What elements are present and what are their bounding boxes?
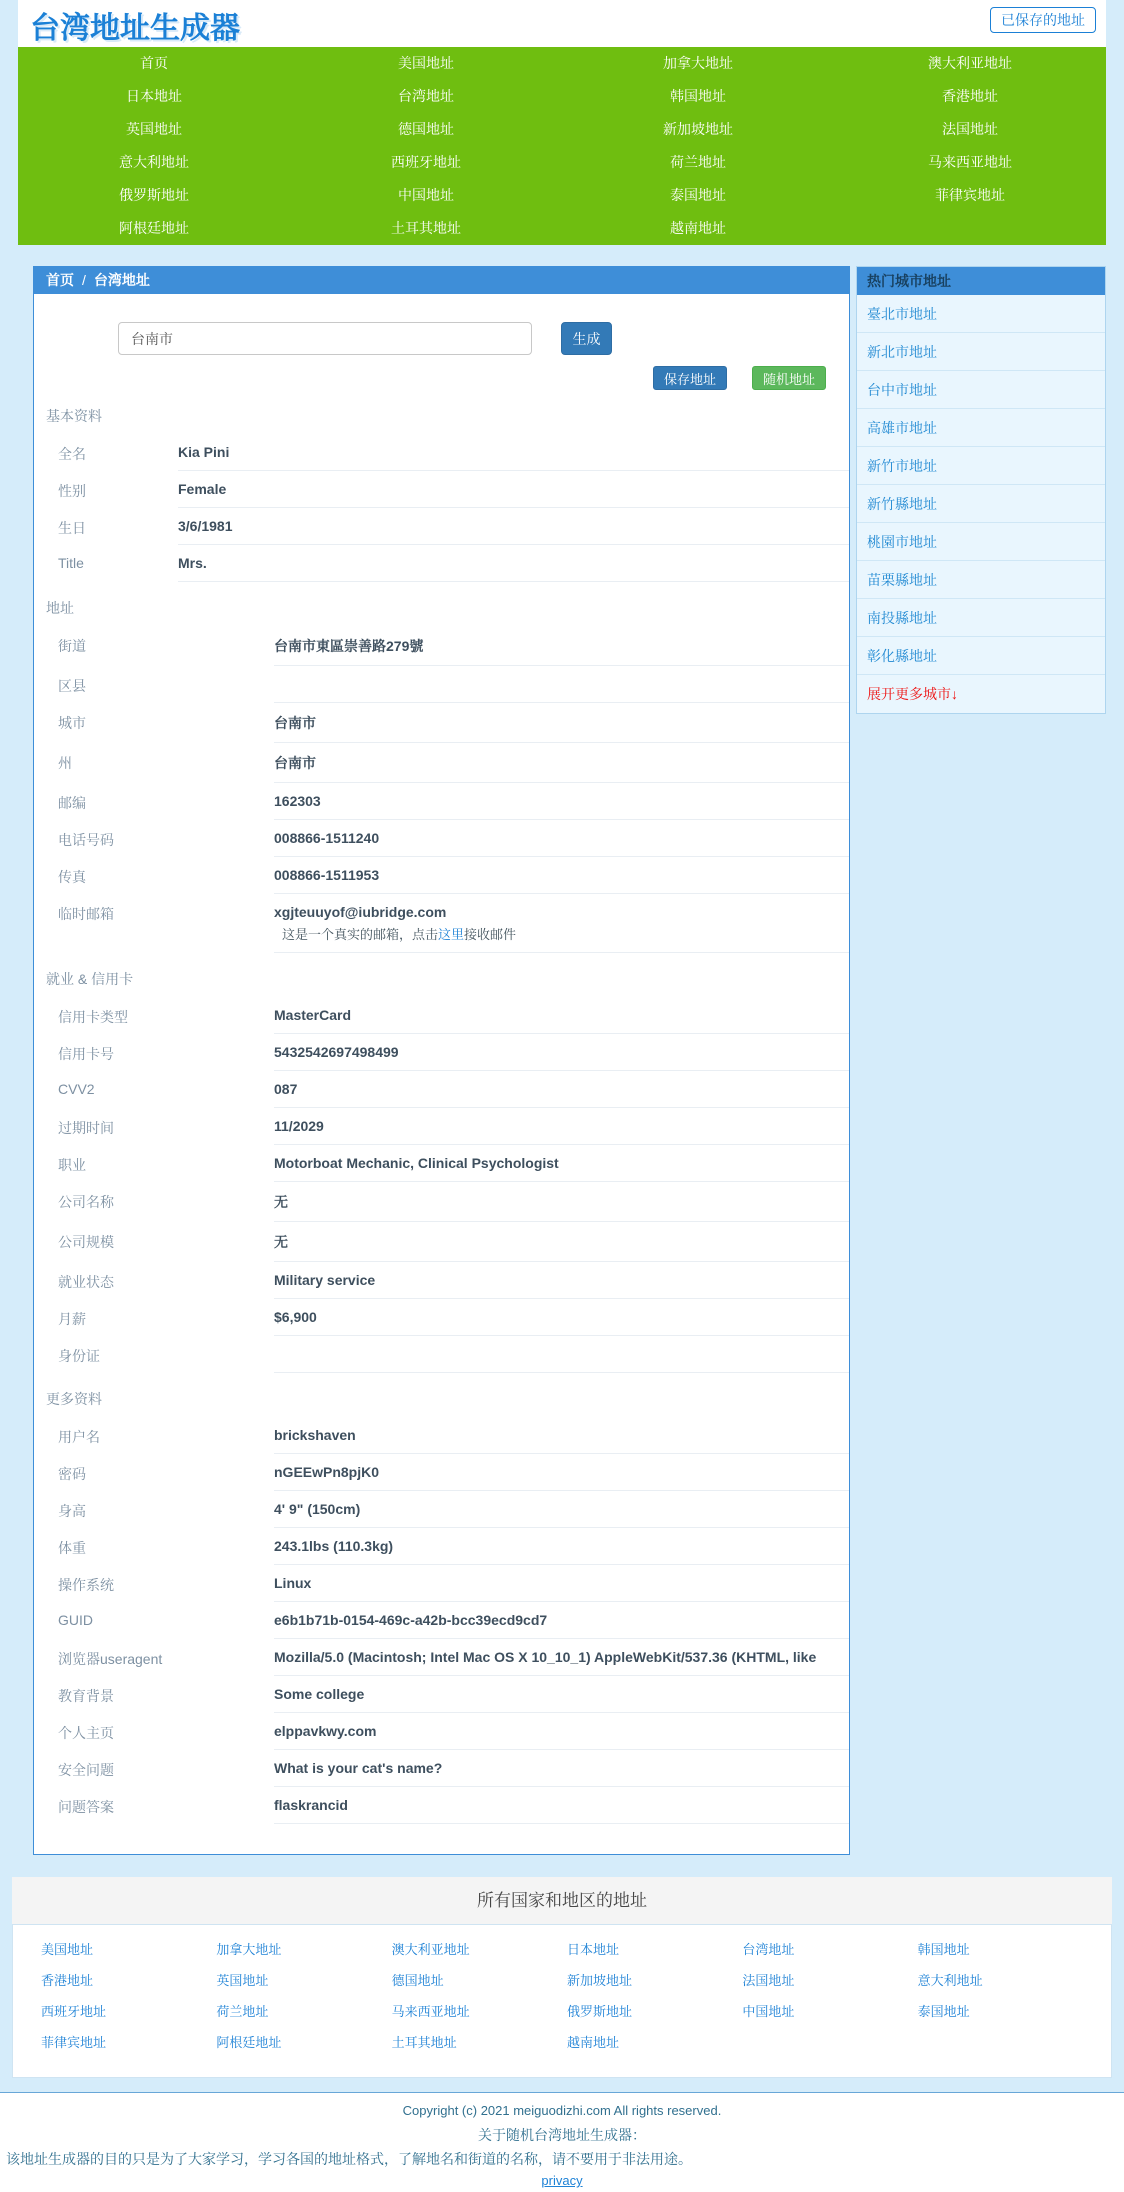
nav-link[interactable]: 法国地址 <box>942 121 998 137</box>
form-sections <box>34 398 849 1854</box>
field-value: 无 <box>274 1194 288 1210</box>
field-label: 电话号码 <box>58 832 114 848</box>
nav-link[interactable]: 日本地址 <box>126 88 182 104</box>
field-label: 身份证 <box>58 1348 100 1364</box>
field-value: 087 <box>274 1081 298 1097</box>
field-value: 台南市 <box>274 715 316 731</box>
sidebar-city-link[interactable]: 南投縣地址 <box>857 599 1105 637</box>
field-label: 个人主页 <box>58 1725 114 1741</box>
footer-bottom <box>0 2092 1124 2192</box>
field-value: elppavkwy.com <box>274 1723 377 1739</box>
field-row <box>58 1491 849 1528</box>
save-address-button[interactable]: 保存地址 <box>653 366 727 390</box>
field-value: 008866-1511240 <box>274 830 380 846</box>
hot-cities-sidebar <box>856 266 1106 714</box>
field-row <box>58 857 849 894</box>
nav-link[interactable]: 台湾地址 <box>398 88 454 104</box>
random-address-button[interactable]: 随机地址 <box>752 366 826 390</box>
sidebar-city-link[interactable]: 新竹市地址 <box>857 447 1105 485</box>
nav-link[interactable]: 美国地址 <box>398 55 454 71</box>
footer-country-link[interactable]: 马来西亚地址 <box>391 2004 470 2019</box>
section-title: 更多资料 <box>46 1391 102 1407</box>
field-value: flaskrancid <box>274 1797 348 1813</box>
field-label: 信用卡号 <box>58 1046 114 1062</box>
section-title: 就业 & 信用卡 <box>46 971 134 987</box>
footer-country-link[interactable]: 日本地址 <box>566 1942 619 1957</box>
field-label: 邮编 <box>58 795 86 811</box>
field-row <box>58 997 849 1034</box>
footer-country-link[interactable]: 加拿大地址 <box>216 1942 282 1957</box>
field-value: Some college <box>274 1686 365 1702</box>
footer-country-link[interactable]: 荷兰地址 <box>216 2004 269 2019</box>
page-title: 台湾地址生成器 <box>30 12 240 45</box>
form-section <box>34 398 849 582</box>
footer-country-link[interactable]: 香港地址 <box>41 1973 94 1988</box>
nav-link[interactable]: 荷兰地址 <box>670 154 726 170</box>
field-row <box>58 1454 849 1491</box>
field-label: Title <box>58 555 84 571</box>
field-row <box>58 1145 849 1182</box>
sidebar-city-link[interactable]: 新竹縣地址 <box>857 485 1105 523</box>
field-value: 008866-1511953 <box>274 867 380 883</box>
nav-link[interactable]: 韩国地址 <box>670 88 726 104</box>
nav-link[interactable]: 西班牙地址 <box>391 154 461 170</box>
generator-row <box>34 294 849 355</box>
footer-country-link[interactable]: 新加坡地址 <box>566 1973 632 1988</box>
field-label: 密码 <box>58 1466 86 1482</box>
sidebar-title: 热门城市地址 <box>857 267 1105 295</box>
field-row <box>58 666 849 703</box>
field-value: 5432542697498499 <box>274 1044 399 1060</box>
footer-links-title: 所有国家和地区的地址 <box>12 1877 1112 1924</box>
field-value: 11/2029 <box>274 1118 324 1134</box>
nav-link[interactable]: 香港地址 <box>942 88 998 104</box>
footer-country-link[interactable]: 土耳其地址 <box>391 2035 457 2050</box>
footer-country-link[interactable]: 澳大利亚地址 <box>391 1942 470 1957</box>
content <box>18 266 1106 1855</box>
footer-country-link[interactable]: 阿根廷地址 <box>216 2035 282 2050</box>
nav-link[interactable]: 英国地址 <box>126 121 182 137</box>
field-value: 243.1lbs (110.3kg) <box>274 1538 394 1554</box>
footer-country-link[interactable]: 菲律宾地址 <box>41 2035 107 2050</box>
sidebar-city-link[interactable]: 彰化縣地址 <box>857 637 1105 675</box>
sidebar-city-link[interactable]: 台中市地址 <box>857 371 1105 409</box>
field-label: 公司名称 <box>58 1194 114 1210</box>
field-label: 操作系统 <box>58 1577 114 1593</box>
field-value: brickshaven <box>274 1427 356 1443</box>
footer-country-link[interactable]: 越南地址 <box>566 2035 619 2050</box>
field-row <box>58 1676 849 1713</box>
field-value: Military service <box>274 1272 376 1288</box>
field-value <box>274 1346 849 1363</box>
field-value: 台南市東區崇善路279號 <box>274 638 424 654</box>
main-panel <box>33 266 850 1855</box>
field-row <box>58 1071 849 1108</box>
field-value: 无 <box>274 1234 288 1250</box>
field-label: 教育背景 <box>58 1688 114 1704</box>
field-label: 月薪 <box>58 1311 86 1327</box>
copyright-text: Copyright (c) 2021 meiguodizhi.com All rights reserved. <box>402 2103 722 2118</box>
email-hint: 这是一个真实的邮箱，点击这里接收邮件 <box>282 927 517 942</box>
nav-link[interactable]: 越南地址 <box>670 220 726 236</box>
field-value: nGEEwPn8pjK0 <box>274 1464 380 1480</box>
field-value: e6b1b71b-0154-469c-a42b-bcc39ecd9cd7 <box>274 1612 548 1628</box>
field-row <box>58 1787 849 1824</box>
sidebar-city-link[interactable]: 桃園市地址 <box>857 523 1105 561</box>
field-label: 过期时间 <box>58 1120 114 1136</box>
field-label: 临时邮箱 <box>58 906 114 922</box>
sidebar-city-link[interactable]: 高雄市地址 <box>857 409 1105 447</box>
field-row <box>58 1417 849 1454</box>
field-value: Mrs. <box>178 555 207 571</box>
footer-links-grid <box>12 1924 1112 2078</box>
field-row <box>58 783 849 820</box>
field-label: 身高 <box>58 1503 86 1519</box>
footer-country-link[interactable]: 美国地址 <box>41 1942 94 1957</box>
field-row <box>58 1336 849 1373</box>
field-value: xgjteuuyof@iubridge.com <box>274 904 447 920</box>
field-row <box>58 743 849 783</box>
nav-link[interactable]: 马来西亚地址 <box>928 154 1012 170</box>
main-nav <box>18 47 1106 245</box>
sidebar-city-link[interactable]: 臺北市地址 <box>857 295 1105 333</box>
form-section <box>34 590 849 953</box>
field-value: 3/6/1981 <box>178 518 233 534</box>
field-label: 性别 <box>58 483 86 499</box>
field-label: 州 <box>58 755 72 771</box>
field-value: What is your cat's name? <box>274 1760 443 1776</box>
field-row <box>58 1034 849 1071</box>
footer-country-link[interactable]: 韩国地址 <box>917 1942 970 1957</box>
field-row <box>58 1713 849 1750</box>
field-label: 全名 <box>58 446 86 462</box>
field-row <box>58 434 849 471</box>
nav-link[interactable]: 泰国地址 <box>670 187 726 203</box>
breadcrumb-current: 台湾地址 <box>93 272 150 288</box>
field-value <box>274 676 849 693</box>
form-section <box>34 1381 849 1824</box>
field-value: Female <box>178 481 227 497</box>
receive-mail-link[interactable]: 这里 <box>438 927 465 942</box>
footer-country-link[interactable]: 泰国地址 <box>917 2004 970 2019</box>
nav-link[interactable]: 德国地址 <box>398 121 454 137</box>
field-value: 台南市 <box>274 755 316 771</box>
footer-country-link[interactable]: 法国地址 <box>742 1973 795 1988</box>
action-row <box>34 366 849 390</box>
field-value: 162303 <box>274 793 321 809</box>
about-heading: 关于随机台湾地址生成器： <box>478 2127 646 2143</box>
nav-link[interactable]: 俄罗斯地址 <box>119 187 189 203</box>
field-row <box>58 1528 849 1565</box>
field-row <box>58 1565 849 1602</box>
section-title: 基本资料 <box>46 408 102 424</box>
field-value: Kia Pini <box>178 444 230 460</box>
field-row <box>58 1750 849 1787</box>
disclaimer-text: 该地址生成器的目的只是为了大家学习，学习各国的地址格式，了解地名和街道的名称，请不要用于非法用途。 <box>6 2151 692 2167</box>
field-label: 区县 <box>58 678 86 694</box>
field-label: 公司规模 <box>58 1234 114 1250</box>
footer-country-link[interactable]: 台湾地址 <box>742 1942 795 1957</box>
footer-country-link[interactable]: 中国地址 <box>742 2004 795 2019</box>
footer-country-link[interactable]: 英国地址 <box>216 1973 269 1988</box>
nav-link[interactable]: 意大利地址 <box>119 154 189 170</box>
nav-link[interactable]: 澳大利亚地址 <box>928 55 1012 71</box>
field-value: $6,900 <box>274 1309 317 1325</box>
field-row <box>58 1299 849 1336</box>
field-row <box>58 820 849 857</box>
footer-country-link[interactable]: 意大利地址 <box>917 1973 983 1988</box>
field-label: 街道 <box>58 638 86 654</box>
privacy-link[interactable]: privacy <box>541 2173 583 2188</box>
field-label: 信用卡类型 <box>58 1009 128 1025</box>
field-label: 传真 <box>58 869 86 885</box>
nav-link[interactable]: 土耳其地址 <box>391 220 461 236</box>
field-label: GUID <box>58 1612 93 1628</box>
breadcrumb <box>34 267 849 294</box>
field-value: Mozilla/5.0 (Macintosh; Intel Mac OS X 10_10_1) AppleWebKit/537.36 (KHTML, like <box>274 1649 817 1665</box>
nav-link[interactable]: 中国地址 <box>398 187 454 203</box>
field-row <box>58 703 849 743</box>
field-value: 4' 9" (150cm) <box>274 1501 361 1517</box>
breadcrumb-home-link[interactable]: 首页 <box>46 272 74 288</box>
field-label: 体重 <box>58 1540 86 1556</box>
field-row <box>58 1262 849 1299</box>
field-label: 问题答案 <box>58 1799 114 1815</box>
nav-link[interactable]: 新加坡地址 <box>663 121 733 137</box>
nav-link[interactable]: 阿根廷地址 <box>119 220 189 236</box>
nav-link[interactable]: 首页 <box>140 55 168 71</box>
field-row <box>58 1222 849 1262</box>
field-row <box>58 626 849 666</box>
field-label: 用户名 <box>58 1429 100 1445</box>
field-row <box>58 508 849 545</box>
field-row <box>58 471 849 508</box>
field-label: 安全问题 <box>58 1762 114 1778</box>
field-label: 浏览器useragent <box>58 1651 163 1667</box>
field-label: CVV2 <box>58 1081 95 1097</box>
breadcrumb-separator: / <box>82 272 86 288</box>
nav-link[interactable]: 加拿大地址 <box>663 55 733 71</box>
expand-more-cities-link[interactable]: 展开更多城市↓ <box>867 686 958 702</box>
field-row <box>58 1182 849 1222</box>
site-header <box>18 0 1106 47</box>
section-title: 地址 <box>46 600 74 616</box>
form-section <box>34 961 849 1373</box>
field-row <box>58 894 849 953</box>
field-label: 生日 <box>58 520 86 536</box>
field-value: Motorboat Mechanic, Clinical Psychologist <box>274 1155 559 1171</box>
field-row <box>58 545 849 582</box>
sidebar-city-link[interactable]: 新北市地址 <box>857 333 1105 371</box>
field-row <box>58 1108 849 1145</box>
field-label: 职业 <box>58 1157 86 1173</box>
field-label: 城市 <box>58 715 86 731</box>
sidebar-city-link[interactable]: 苗栗縣地址 <box>857 561 1105 599</box>
footer-country-link[interactable]: 德国地址 <box>391 1973 444 1988</box>
field-row <box>58 1639 849 1676</box>
field-value: MasterCard <box>274 1007 352 1023</box>
field-row <box>58 1602 849 1639</box>
field-value: Linux <box>274 1575 312 1591</box>
generate-button[interactable]: 生成 <box>561 322 612 355</box>
footer-country-link[interactable]: 西班牙地址 <box>41 2004 107 2019</box>
city-input[interactable] <box>118 322 532 355</box>
field-label: 就业状态 <box>58 1274 114 1290</box>
saved-addresses-button[interactable]: 已保存的地址 <box>990 7 1096 33</box>
nav-link[interactable]: 菲律宾地址 <box>935 187 1005 203</box>
footer-country-link[interactable]: 俄罗斯地址 <box>566 2004 632 2019</box>
